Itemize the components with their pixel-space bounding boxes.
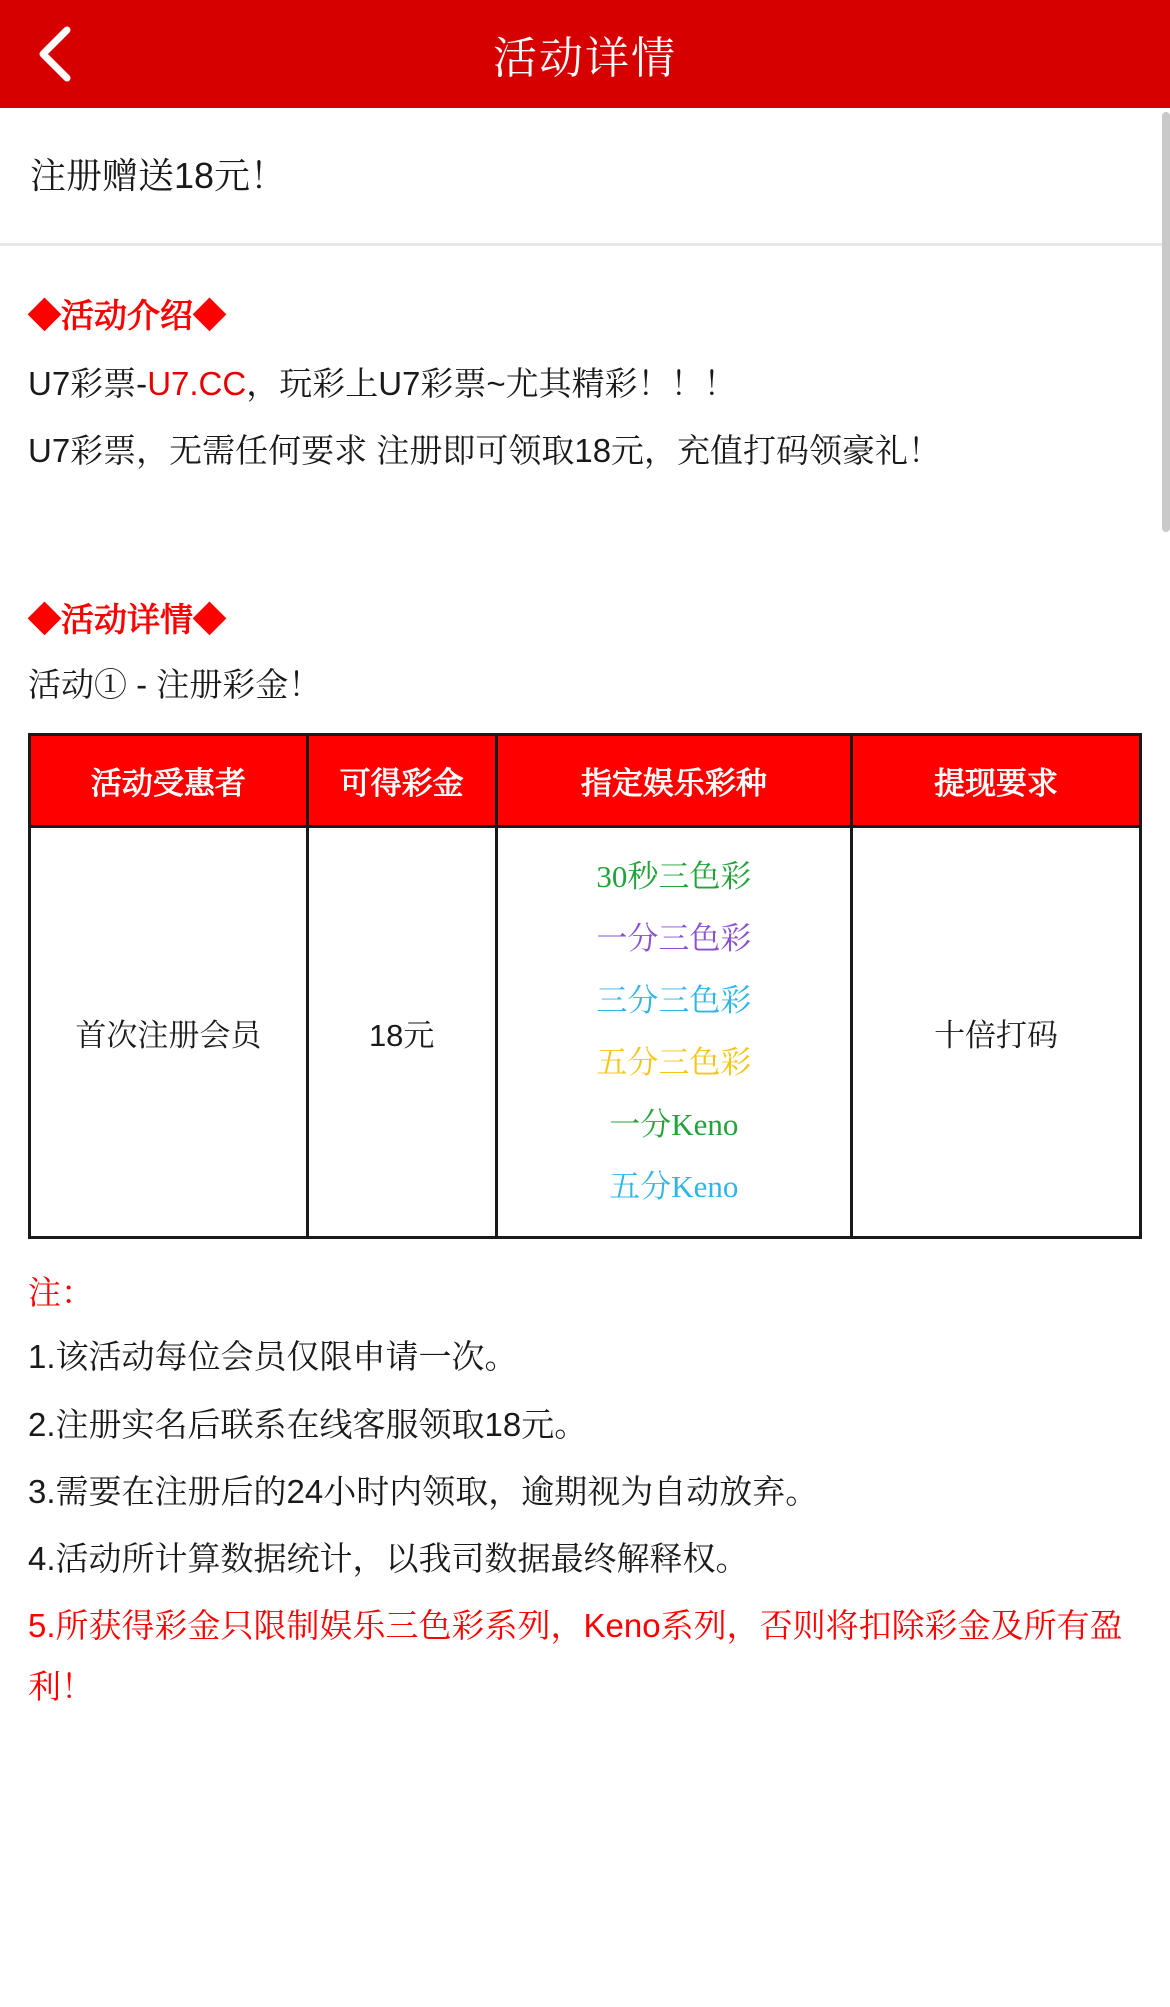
intro-line-1-suffix: ，玩彩上U7彩票~尤其精彩！！！	[246, 365, 737, 402]
intro-heading: ◆活动介绍◆	[28, 297, 226, 334]
page-title: 活动详情	[493, 34, 677, 83]
notes-list	[28, 1326, 1142, 1716]
intro-line-1-highlight: U7.CC	[147, 365, 247, 402]
table-header-beneficiary: 活动受惠者	[30, 735, 308, 827]
notes-section	[28, 1267, 1142, 1716]
page-content	[0, 108, 1170, 1717]
back-button[interactable]	[0, 0, 110, 108]
game-type-1: 一分三色彩	[596, 921, 752, 957]
detail-heading: ◆活动详情◆	[28, 601, 226, 639]
note-item-1: 1.该活动每位会员仅限申请一次。	[28, 1338, 518, 1376]
game-type-0: 30秒三色彩	[596, 859, 752, 895]
notes-label: 注：	[28, 1274, 94, 1312]
game-type-4: 一分Keno	[609, 1107, 739, 1143]
cell-withdraw: 十倍打码	[852, 827, 1141, 1238]
table-header-games: 指定娱乐彩种	[496, 735, 852, 827]
detail-subtitle: 活动① - 注册彩金！	[28, 666, 322, 704]
cell-games	[496, 827, 852, 1238]
intro-line-1-prefix: U7彩票-	[28, 365, 148, 402]
chevron-left-icon	[35, 24, 75, 84]
intro-line-2: U7彩票，无需任何要求 注册即可领取18元，充值打码领豪礼！	[28, 431, 942, 469]
table-header-withdraw: 提现要求	[852, 735, 1141, 827]
note-item-2: 2.注册实名后联系在线客服领取18元。	[28, 1405, 588, 1443]
table-row	[30, 827, 1141, 1238]
note-item-5: 5.所获得彩金只限制娱乐三色彩系列，Keno系列，否则将扣除彩金及所有盈利！	[28, 1606, 1123, 1705]
table-header-bonus: 可得彩金	[307, 735, 496, 827]
scrollbar-thumb[interactable]	[1162, 112, 1170, 532]
app-header	[0, 0, 1170, 108]
intro-line-1	[28, 353, 1142, 416]
game-type-2: 三分三色彩	[596, 983, 752, 1019]
note-item-4: 4.活动所计算数据统计，以我司数据最终解释权。	[28, 1539, 749, 1577]
intro-section	[0, 290, 1170, 1717]
table-header-row	[30, 735, 1141, 827]
cell-bonus: 18元	[307, 827, 496, 1238]
scrollbar-track[interactable]	[1162, 112, 1170, 2007]
note-item-3: 3.需要在注册后的24小时内领取，逾期视为自动放弃。	[28, 1472, 819, 1510]
promo-title: 注册赠送18元！	[0, 108, 1170, 246]
cell-beneficiary: 首次注册会员	[30, 827, 308, 1238]
section-spacer	[28, 486, 1142, 550]
game-type-3: 五分三色彩	[596, 1045, 752, 1081]
promotion-table	[28, 733, 1142, 1239]
game-type-5: 五分Keno	[609, 1169, 739, 1205]
